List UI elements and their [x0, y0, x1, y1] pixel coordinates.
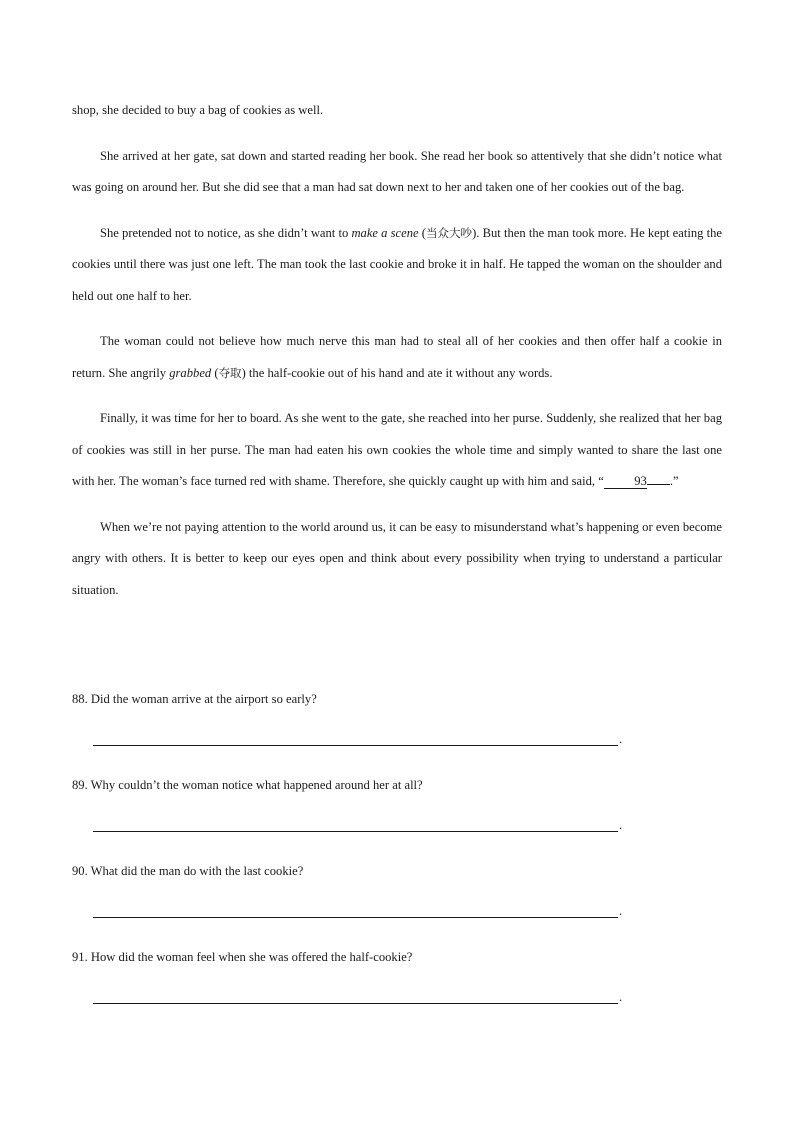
paragraph-2: She arrived at her gate, sat down and started reading her book. She read her book so attentively that she didn’t notice what was going on around her. But she did see that a man had sat down next to her and taken one of her cookies out of the bag. [72, 148, 722, 194]
fill-blank-93[interactable]: 93 [604, 474, 647, 489]
paragraph-6: When we’re not paying attention to the world around us, it can be easy to misunderstand what’s happening or even become angry with others. It is better to keep our eyes open and think about every possibility when trying to understand a particular situation. [72, 519, 722, 597]
paragraph-3-text-rest: ). But then the man took more. He kept eating the cookies until there was just one left. The man took the last cookie and broke it in half. He tapped the woman on the shoulder and held out one half to her. [72, 225, 722, 303]
answer-row [72, 796, 732, 840]
question-90 [72, 860, 732, 946]
answer-row [72, 968, 732, 1012]
answer-row [72, 882, 732, 926]
paragraph-4 [72, 326, 722, 389]
paragraph-5-text-rest: .” [669, 474, 679, 488]
paragraph-3 [72, 218, 722, 313]
question-text: 90. What did the man do with the last cookie? [72, 864, 304, 878]
question-89 [72, 774, 732, 860]
paragraph-3-text: She pretended not to notice, as she didn’t want to [100, 225, 352, 240]
answer-line-90[interactable] [93, 917, 618, 918]
gloss-open: ( [418, 225, 426, 240]
question-91 [72, 946, 732, 1032]
fill-blank-93-tail[interactable] [647, 484, 670, 485]
question-list [72, 688, 732, 1032]
chinese-gloss: 夺取 [218, 365, 242, 380]
answer-row [72, 710, 732, 754]
paragraph-4-text-rest: ) the half-cookie out of his hand and ate it without any words. [241, 365, 553, 380]
question-text: 89. Why couldn’t the woman notice what happened around her at all? [72, 778, 423, 792]
answer-line-89[interactable] [93, 831, 618, 832]
reading-passage [72, 95, 722, 606]
answer-period: . [619, 990, 623, 1004]
vocab-term-make-a-scene: make a scene [351, 225, 419, 240]
question-88 [72, 688, 732, 774]
paragraph-1: shop, she decided to buy a bag of cookies as well. [72, 103, 324, 117]
paragraph-5-text: Finally, it was time for her to board. As she went to the gate, she reached into her purse. Suddenly, she realized that her bag of cookies was still in her purse. The man had eaten his own cookies the whole time and simply wanted to share the last one with her. The woman’s face turned red with shame. Therefore, she quickly caught up with him and said, “ [72, 411, 722, 488]
answer-line-91[interactable] [93, 1003, 618, 1004]
paragraph-4-text: The woman could not believe how much nerve this man had to steal all of her cookies and then offer half a cookie in return. She angrily [72, 334, 722, 380]
gloss-open: ( [211, 365, 219, 380]
chinese-gloss: 当众大吵 [425, 225, 473, 240]
question-text: 91. How did the woman feel when she was offered the half-cookie? [72, 950, 413, 964]
question-text: 88. Did the woman arrive at the airport so early? [72, 692, 317, 706]
paragraph-5 [72, 403, 722, 498]
vocab-term-grabbed: grabbed [169, 365, 212, 380]
answer-line-88[interactable] [93, 745, 618, 746]
answer-period: . [619, 818, 623, 832]
answer-period: . [619, 904, 623, 918]
answer-period: . [619, 732, 623, 746]
